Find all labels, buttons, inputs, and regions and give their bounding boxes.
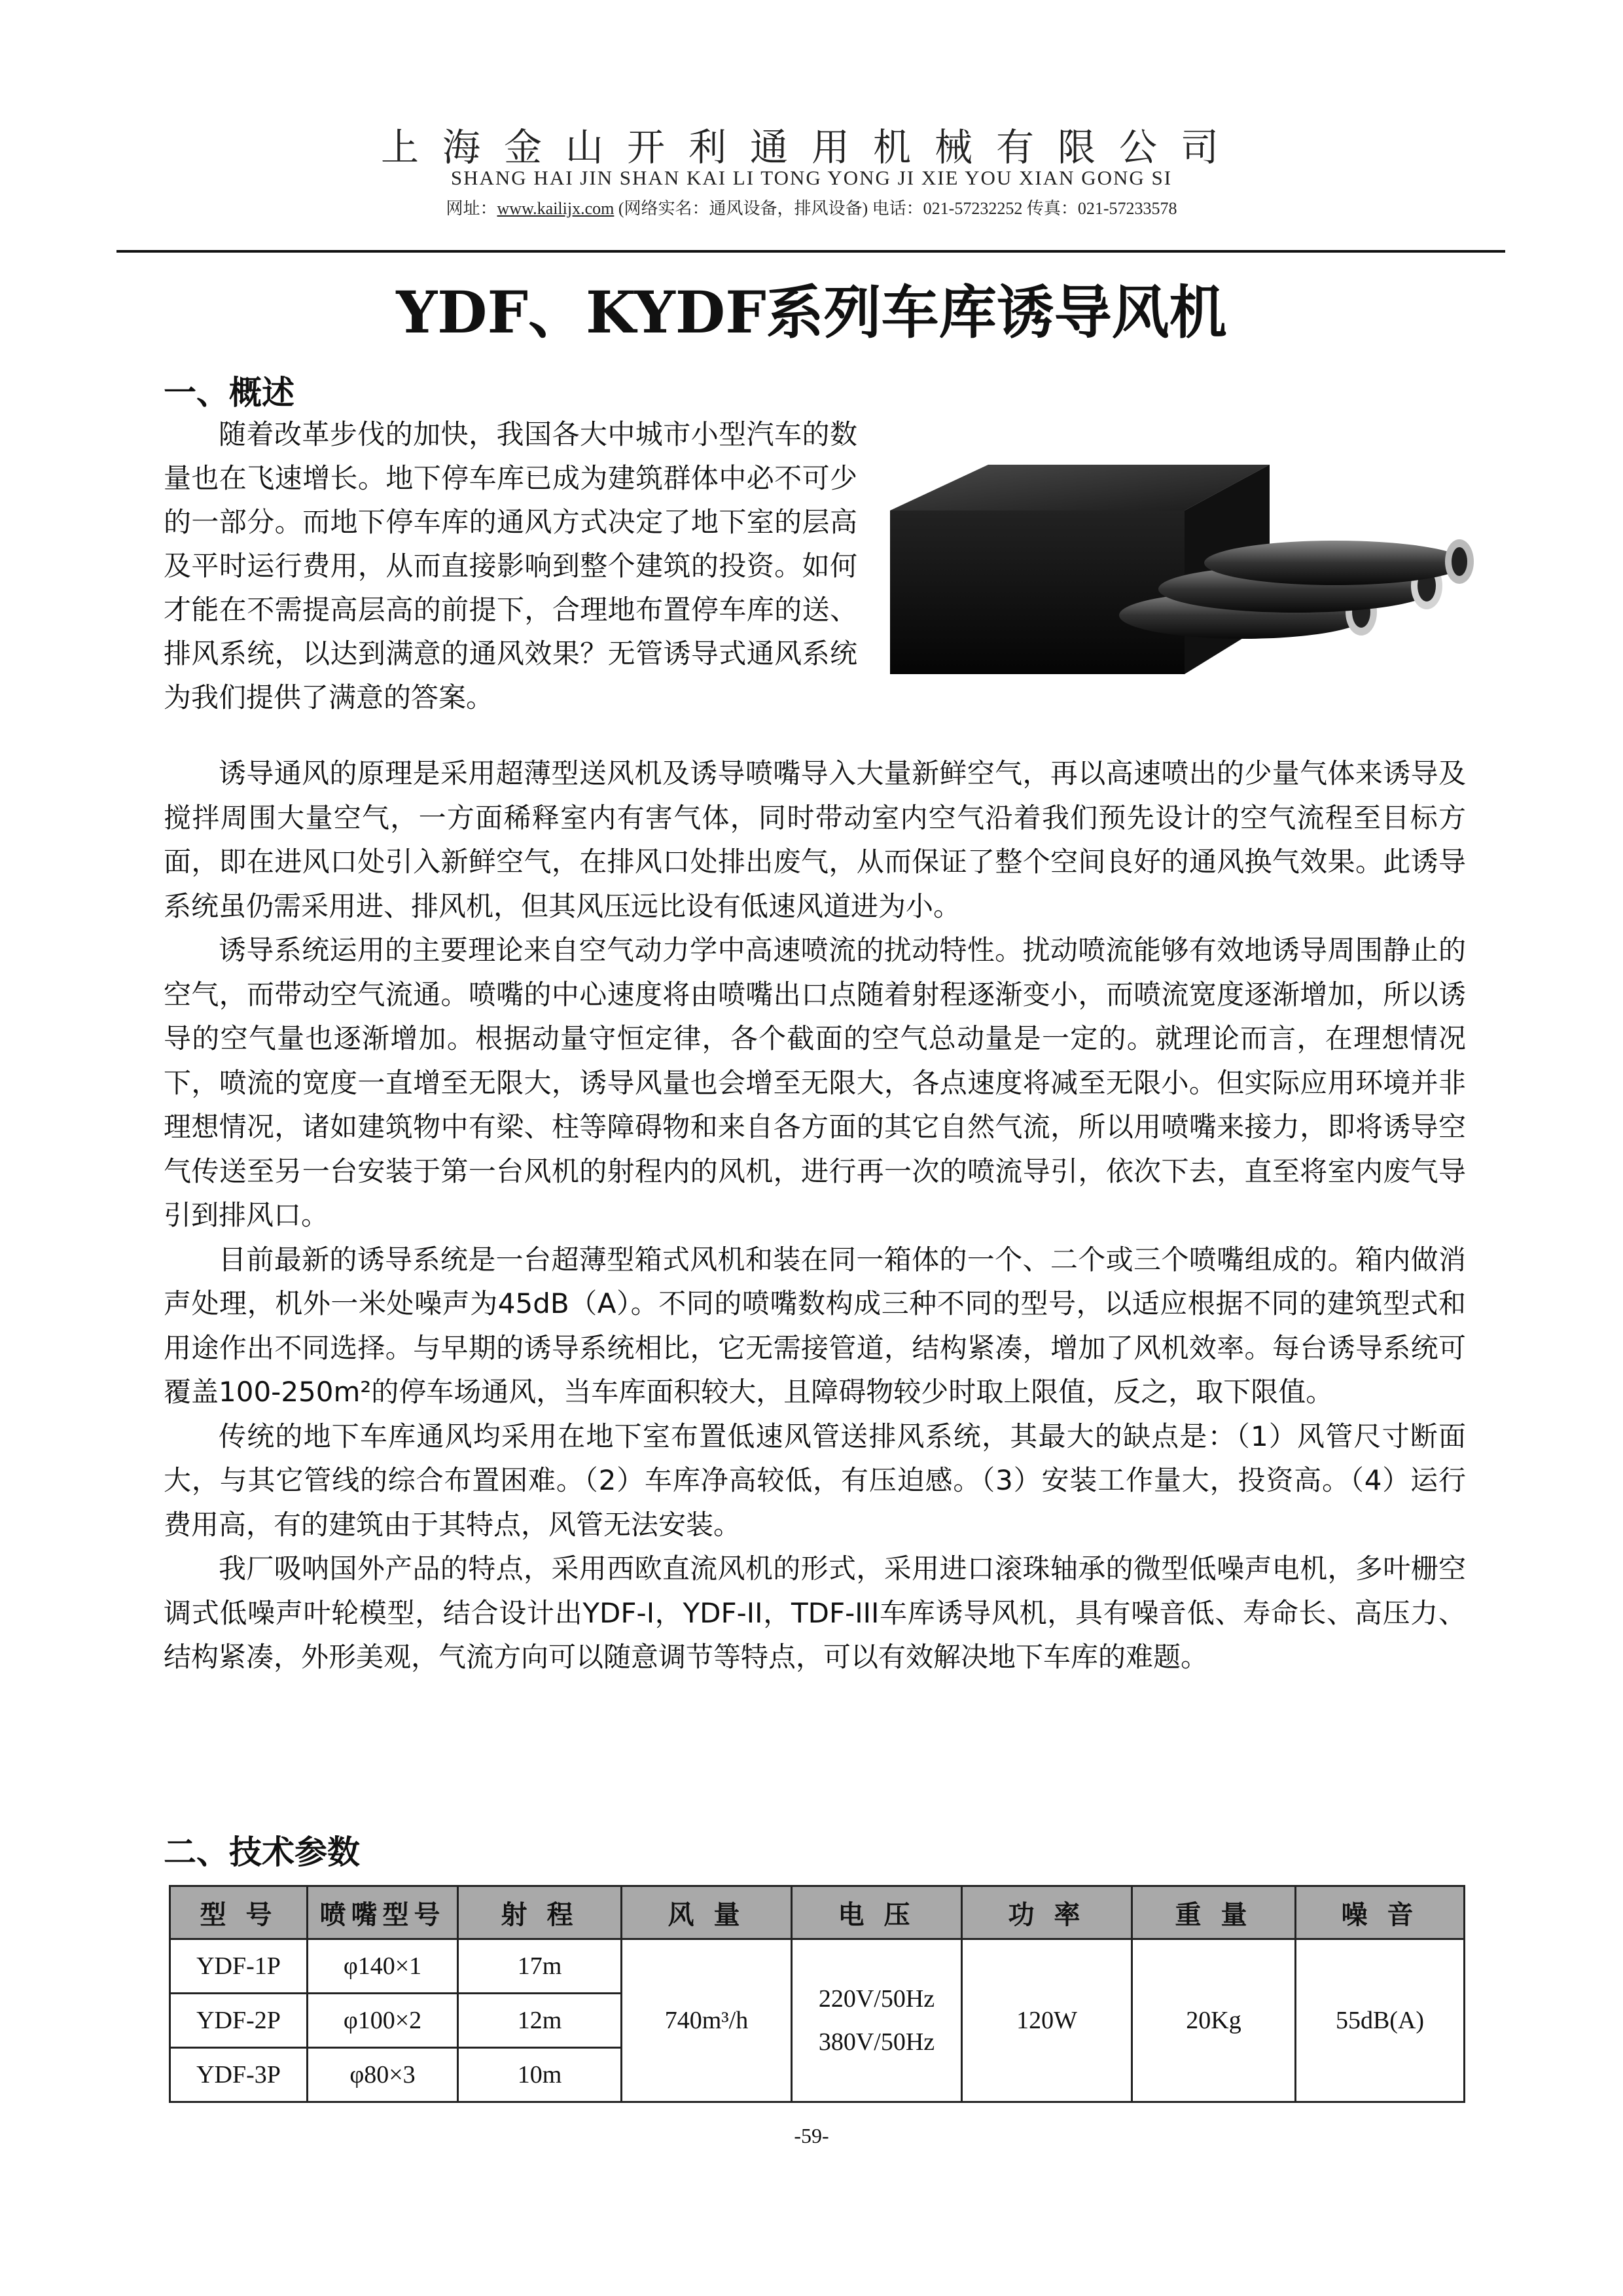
company-contact-line [0,195,1623,219]
section-heading-specs: 二、技术参数 [164,1833,360,1871]
range-cell: 12m [458,1994,622,2048]
voltage-value: 220V/50Hz [818,1985,935,2013]
column-header: 功 率 [962,1886,1132,1939]
section-heading-overview: 一、概述 [164,374,294,412]
paragraph: 我厂吸呐国外产品的特点，采用西欧直流风机的形式，采用进口滚珠轴承的微型低噪声电机，多叶栅空调式低噪声叶轮模型，结合设计出YDF-I，YDF-II，TDF-III车库诱导风机，具有噪音低、寿命长、高压力、结构紧凑，外形美观，气流方向可以随意调节等特点，可以有效解决地下车库的难题。 [164,1552,1466,1673]
range-cell: 10m [458,2048,622,2102]
column-header: 风 量 [622,1886,792,1939]
nozzle-cell: φ80×3 [308,2048,458,2102]
paragraph: 传统的地下车库通风均采用在地下室布置低速风管送排风系统，其最大的缺点是：（1）风管尺寸断面大，与其它管线的综合布置困难。（2）车库净高较低，有压迫感。（3）安装工作量大，投资高。（4）运行费用高，有的建筑由于其特点，风管无法安装。 [164,1420,1466,1541]
model-cell: YDF-3P [170,2048,308,2102]
airflow-cell: 740m³/h [622,1939,792,2102]
table-header-row [170,1886,1465,1939]
voltage-cell [792,1939,962,2102]
intro-paragraph [164,412,857,719]
power-cell: 120W [962,1939,1132,2102]
header-divider [116,250,1505,253]
model-cell: YDF-2P [170,1994,308,2048]
column-header: 喷嘴型号 [308,1886,458,1939]
company-name-cn: 上海金山开利通用机械有限公司 [380,125,1242,170]
range-cell: 17m [458,1939,622,1994]
contact-prefix: 网址： [446,199,497,218]
nozzle-cell: φ140×1 [308,1939,458,1994]
column-header: 重 量 [1132,1886,1296,1939]
page-number: -59- [794,2124,829,2147]
paragraph: 目前最新的诱导系统是一台超薄型箱式风机和装在同一箱体的一个、二个或三个喷嘴组成的。箱内做消声处理，机外一米处噪声为45dB（A）。不同的喷嘴数构成三种不同的型号，以适应根据不同的建筑型式和用途作出不同选择。与早期的诱导系统相比，它无需接管道，结构紧凑，增加了风机效率。每台诱导系统可覆盖100-250m²的停车场通风，当车库面积较大，且障碍物较少时取上限值，反之，取下限值。 [164,1243,1466,1408]
induction-fan-photo [877,458,1486,681]
contact-details: (网络实名：通风设备，排风设备) 电话：021-57232252 传真：021-57233578 [614,199,1177,218]
nozzle-cell: φ100×2 [308,1994,458,2048]
column-header: 型 号 [170,1886,308,1939]
spec-table [169,1885,1465,2103]
paragraph: 诱导系统运用的主要理论来自空气动力学中高速喷流的扰动特性。扰动喷流能够有效地诱导周围静止的空气，而带动空气流通。喷嘴的中心速度将由喷嘴出口点随着射程逐渐变小，而喷流宽度逐渐增加，所以诱导的空气量也逐渐增加。根据动量守恒定律，各个截面的空气总动量是一定的。就理论而言，在理想情况下，喷流的宽度一直增至无限大，诱导风量也会增至无限大，各点速度将减至无限小。但实际应用环境并非理想情况，诸如建筑物中有梁、柱等障碍物和来自各方面的其它自然气流，所以用喷嘴来接力，即将诱导空气传送至另一台安装于第一台风机的射程内的风机，进行再一次的喷流导引，依次下去，直至将室内废气导引到排风口。 [164,934,1466,1231]
document-title: YDF、KYDF系列车库诱导风机 [396,278,1227,346]
noise-cell: 55dB(A) [1296,1939,1465,2102]
table-row [170,1939,1465,1994]
paragraph: 诱导通风的原理是采用超薄型送风机及诱导喷嘴导入大量新鲜空气，再以高速喷出的少量气体来诱导及搅拌周围大量空气，一方面稀释室内有害气体，同时带动室内空气沿着我们预先设计的空气流程至目标方面，即在进风口处引入新鲜空气，在排风口处排出废气，从而保证了整个空间良好的通风换气效果。此诱导系统虽仍需采用进、排风机，但其风压远比设有低速风道进为小。 [164,757,1466,922]
website-link[interactable]: www.kailijx.com [497,199,615,218]
voltage-value: 380V/50Hz [818,2028,935,2056]
paragraph: 随着改革步伐的加快，我国各大中城市小型汽车的数量也在飞速增长。地下停车库已成为建筑群体中必不可少的一部分。而地下停车库的通风方式决定了地下室的层高及平时运行费用，从而直接影响到整个建筑的投资。如何才能在不需提高层高的前提下，合理地布置停车库的送、排风系统，以达到满意的通风效果？无管诱导式通风系统为我们提供了满意的答案。 [164,418,857,713]
column-header: 噪 音 [1296,1886,1465,1939]
weight-cell: 20Kg [1132,1939,1296,2102]
company-name-en: SHANG HAI JIN SHAN KAI LI TONG YONG JI XIE YOU XIAN GONG SI [450,166,1173,189]
overview-body [164,751,1466,1679]
column-header: 电 压 [792,1886,962,1939]
model-cell: YDF-1P [170,1939,308,1994]
column-header: 射 程 [458,1886,622,1939]
